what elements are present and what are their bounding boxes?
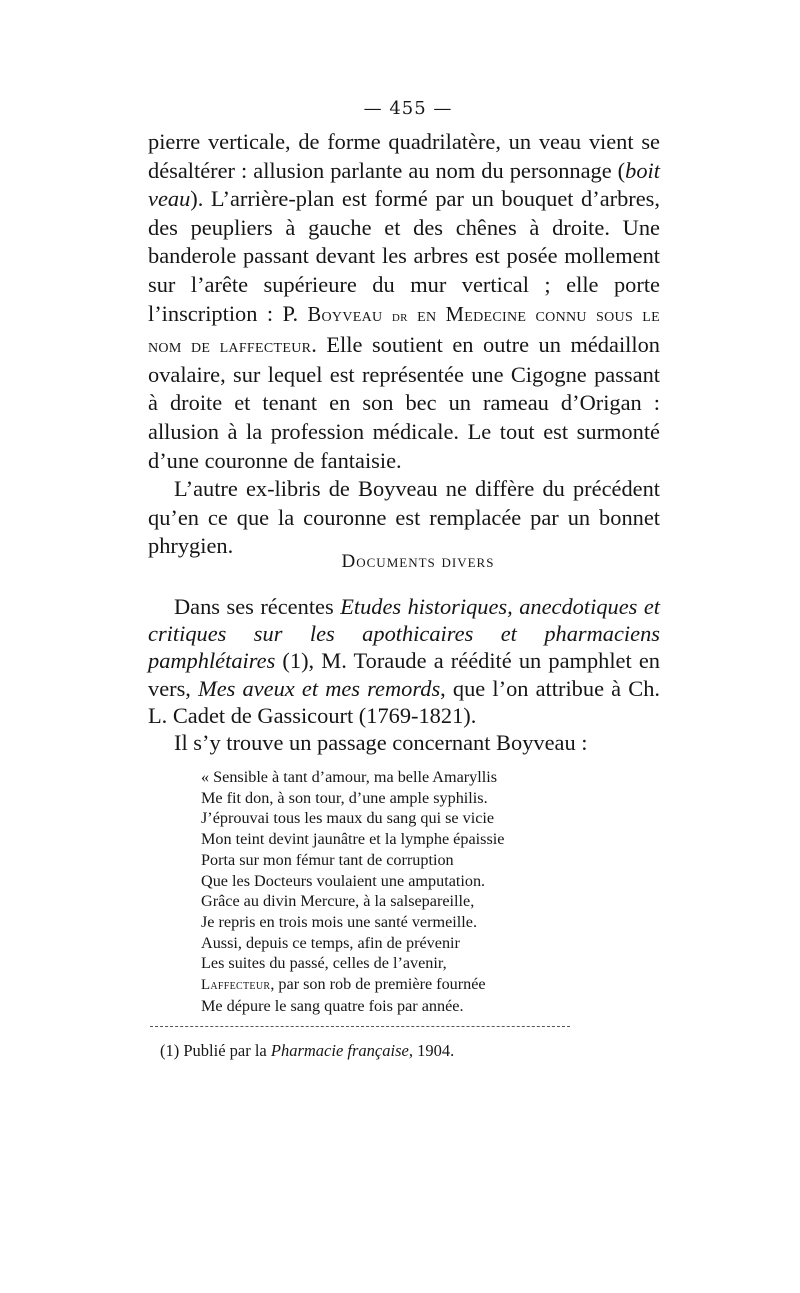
text-span: (1) Publié par la — [160, 1041, 271, 1060]
section-heading: Documents divers — [341, 551, 495, 572]
verse-line — [201, 974, 641, 996]
main-text — [148, 128, 660, 561]
footnote-divider — [150, 1026, 570, 1027]
verse-line: Grâce au divin Mercure, à la salsepareille, — [201, 892, 475, 911]
italic-title: Mes aveux et mes remords — [198, 675, 441, 701]
text-span: Dans ses récentes — [174, 594, 341, 619]
text-span: (1), M. Toraude a réédité un pamphlet en vers, — [148, 648, 660, 701]
verse-line: « Sensible à tant d’amour, ma belle Amaryllis — [201, 768, 498, 786]
verse-line: Les suites du passé, celles de l’avenir, — [201, 954, 447, 973]
page-number: — 455 — — [363, 98, 453, 119]
text-span: , que l’on attribue à Ch. L. Cadet de Gassicourt (1769-1821). — [148, 675, 660, 728]
italic-title: Etudes historiques, anecdotiques et critiques sur les apothicaires et pharmaciens pamphlétaires — [148, 594, 661, 674]
verse-line: Aussi, depuis ce temps, afin de prévenir — [201, 933, 460, 952]
small-caps-title: dr — [391, 307, 408, 325]
verse-line: Me fit don, à son tour, d’une ample syphilis. — [201, 788, 488, 807]
small-caps-name: Laffecteur — [201, 977, 271, 994]
verse-block — [201, 767, 641, 1016]
verse-line: J’éprouvai tous les maux du sang qui se vicie — [201, 809, 495, 828]
small-caps-inscription: en Medecine connu sous le nom de laffecteur — [148, 303, 661, 358]
footnote — [160, 1040, 640, 1062]
paragraph-toraude — [148, 593, 660, 729]
paragraph-description — [148, 128, 660, 475]
verse-line: Je repris en trois mois une santé vermeille. — [201, 912, 478, 931]
text-span: ). L’arrière-plan est formé par un bouquet d’arbres, des peupliers à gauche et des chênes à droite. Une banderole passant devant les arbres est posée mollement sur l’arête supérieure du mur vertical ; elle porte l’inscription : P. — [148, 186, 660, 326]
italic-title: Pharmacie française — [270, 1041, 409, 1060]
text-span: , par son rob de première fournée — [270, 975, 486, 994]
verse-line: Que les Docteurs voulaient une amputation. — [201, 871, 486, 890]
paragraph-passage: Il s’y trouve un passage concernant Boyveau : — [174, 730, 588, 756]
section-text — [148, 593, 660, 756]
text-span: , 1904. — [408, 1041, 455, 1060]
verse-line: Me dépure le sang quatre fois par année. — [201, 996, 464, 1015]
verse-line: Porta sur mon fémur tant de corruption — [201, 850, 454, 869]
italic-text: boit veau — [148, 157, 660, 212]
verse-line: Mon teint devint jaunâtre et la lymphe épaissie — [201, 830, 505, 849]
paragraph-ex-libris: L’autre ex-libris de Boyveau ne diffère du précédent qu’en ce que la couronne est remplacée par un bonnet phrygien. — [148, 476, 660, 559]
text-span: . Elle soutient en outre un médaillon ovalaire, sur lequel est représentée une Cigogne passant à droite et tenant en son bec un rameau d’Origan : allusion à la profession médicale. Le tout est surmonté d’une couronne de fantaisie. — [148, 332, 660, 473]
small-caps-name: Boyveau — [307, 303, 383, 326]
text-span: pierre verticale, de forme quadrilatère, un veau vient se désaltérer : allusion parlante au nom du personnage ( — [148, 129, 660, 183]
